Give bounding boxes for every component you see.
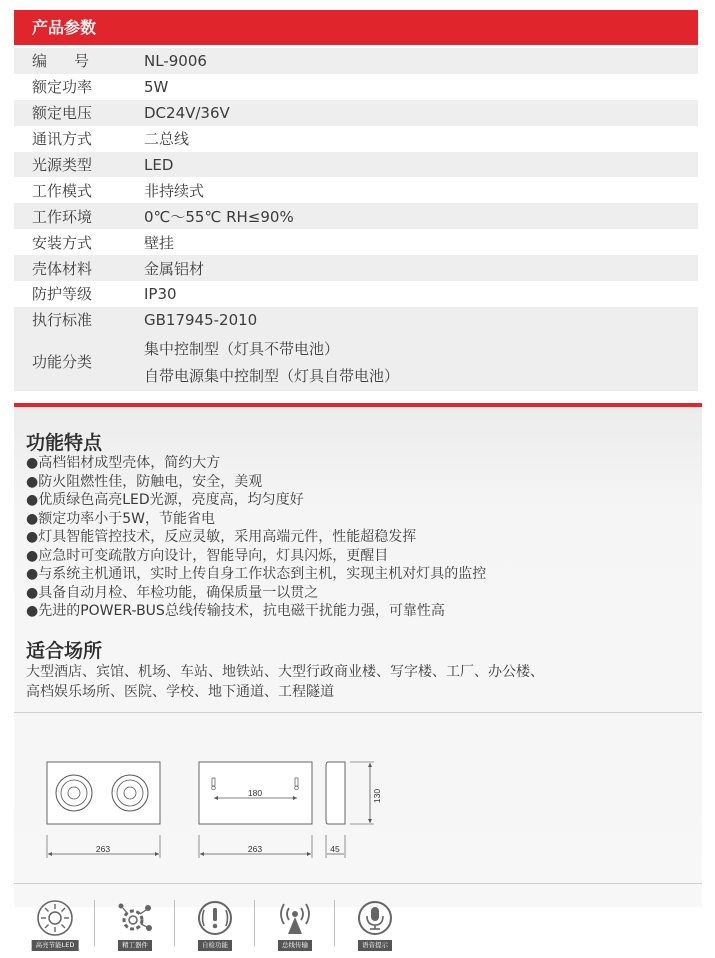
places-line: 大型酒店、宾馆、机场、车站、地铁站、大型行政商业楼、写字楼、工厂、办公楼、 <box>26 664 544 680</box>
spec-label: 额定电压 <box>32 104 93 123</box>
spec-value-list <box>144 338 399 386</box>
feature-icon-cell <box>340 896 410 954</box>
spec-value: LED <box>144 155 174 174</box>
icon-separator <box>334 900 335 946</box>
height-label: 130 <box>372 788 382 804</box>
spec-label: 安装方式 <box>32 233 93 252</box>
spec-value: NL-9006 <box>144 51 207 70</box>
feature-icon-bar <box>14 896 702 954</box>
spec-value: 0℃～55℃ RH≤90% <box>144 207 294 226</box>
list-item: ●额定功率小于5W，节能省电 <box>26 510 215 527</box>
list-item: ●具备自动月检、年检功能，确保质量一以贯之 <box>26 584 319 601</box>
icon-caption: 高亮节能LED <box>32 940 79 951</box>
spec-value: 集中控制型（灯具不带电池） <box>144 339 340 358</box>
list-item: ●灯具智能管控技术，反应灵敏，采用高端元件，性能超稳发挥 <box>26 529 417 545</box>
spec-label: 工作环境 <box>32 207 93 226</box>
icon-separator <box>254 900 255 946</box>
spec-value: 自带电源集中控制型（灯具自带电池） <box>144 366 400 385</box>
spec-label: 功能分类 <box>32 353 93 372</box>
depth-label: 45 <box>330 844 340 854</box>
feature-icon-cell <box>20 896 90 954</box>
spec-header: 产品参数 <box>14 10 698 45</box>
spec-label: 编号 <box>32 52 117 71</box>
spec-value: 非持续式 <box>144 181 205 200</box>
back-width-label: 263 <box>247 844 263 854</box>
front-width-label: 263 <box>95 844 111 854</box>
spec-row <box>14 100 698 126</box>
spec-row <box>14 152 698 178</box>
list-item: ●应急时可变疏散方向设计，智能导向，灯具闪烁，更醒目 <box>26 547 389 564</box>
places-title: 适合场所 <box>26 640 103 662</box>
spec-label: 工作模式 <box>32 181 93 200</box>
divider <box>14 712 702 713</box>
list-item: ●先进的POWER-BUS总线传输技术，抗电磁干扰能力强，可靠性高 <box>26 603 445 619</box>
list-item: ●高档铝材成型壳体，简约大方 <box>26 455 221 471</box>
icon-caption: 精工器件 <box>118 940 152 951</box>
spec-label: 防护等级 <box>32 285 93 304</box>
places-line: 高档娱乐场所、医院、学校、地下通道、工程隧道 <box>26 684 334 700</box>
spec-value: 二总线 <box>144 130 190 149</box>
list-item: ●防火阻燃性佳，防触电，安全，美观 <box>26 473 263 490</box>
spec-value: 金属铝材 <box>144 259 205 278</box>
spec-row <box>14 281 698 307</box>
signal-broadcast-icon <box>275 898 315 938</box>
features-title: 功能特点 <box>26 432 103 454</box>
icon-caption: 自检功能 <box>198 940 232 951</box>
feature-icon-cell <box>260 896 330 954</box>
list-item: ●优质绿色高亮LED光源，亮度高，均匀度好 <box>26 492 304 508</box>
spec-label: 壳体材料 <box>32 259 93 278</box>
spec-row <box>14 126 698 152</box>
spec-row <box>14 48 698 74</box>
spec-row <box>14 177 698 203</box>
spec-label: 光源类型 <box>32 156 93 174</box>
divider <box>14 883 702 884</box>
spec-value: 5W <box>144 77 169 96</box>
icon-separator <box>174 900 175 946</box>
spec-label: 额定功率 <box>32 78 93 97</box>
gear-network-icon <box>115 898 155 938</box>
icon-separator <box>94 900 95 946</box>
feature-icon-cell <box>100 896 170 954</box>
spec-label: 执行标准 <box>32 311 93 330</box>
spec-row <box>14 74 698 100</box>
spec-value: GB17945-2010 <box>144 310 258 329</box>
list-item: ●与系统主机通讯，实时上传自身工作状态到主机，实现主机对灯具的监控 <box>26 566 487 582</box>
feature-icon-cell <box>180 896 250 954</box>
sun-led-icon <box>35 898 75 938</box>
dimension-drawings <box>14 730 702 870</box>
microphone-icon <box>355 898 395 938</box>
spec-row <box>14 229 698 255</box>
spec-value: DC24V/36V <box>144 103 230 122</box>
spec-label: 通讯方式 <box>32 130 93 149</box>
spec-table <box>14 48 698 391</box>
spec-row <box>14 203 698 229</box>
spec-row <box>14 255 698 281</box>
spec-row-function-class <box>14 333 698 391</box>
spec-value: 壁挂 <box>144 233 175 252</box>
icon-caption: 语音提示 <box>358 940 392 951</box>
spec-value: IP30 <box>144 284 177 303</box>
spec-row <box>14 307 698 333</box>
places-text <box>26 662 686 702</box>
icon-caption: 总线传输 <box>278 940 312 951</box>
hole-spacing-label: 180 <box>247 788 263 798</box>
alert-circle-icon <box>195 898 235 938</box>
feature-list <box>26 454 686 621</box>
